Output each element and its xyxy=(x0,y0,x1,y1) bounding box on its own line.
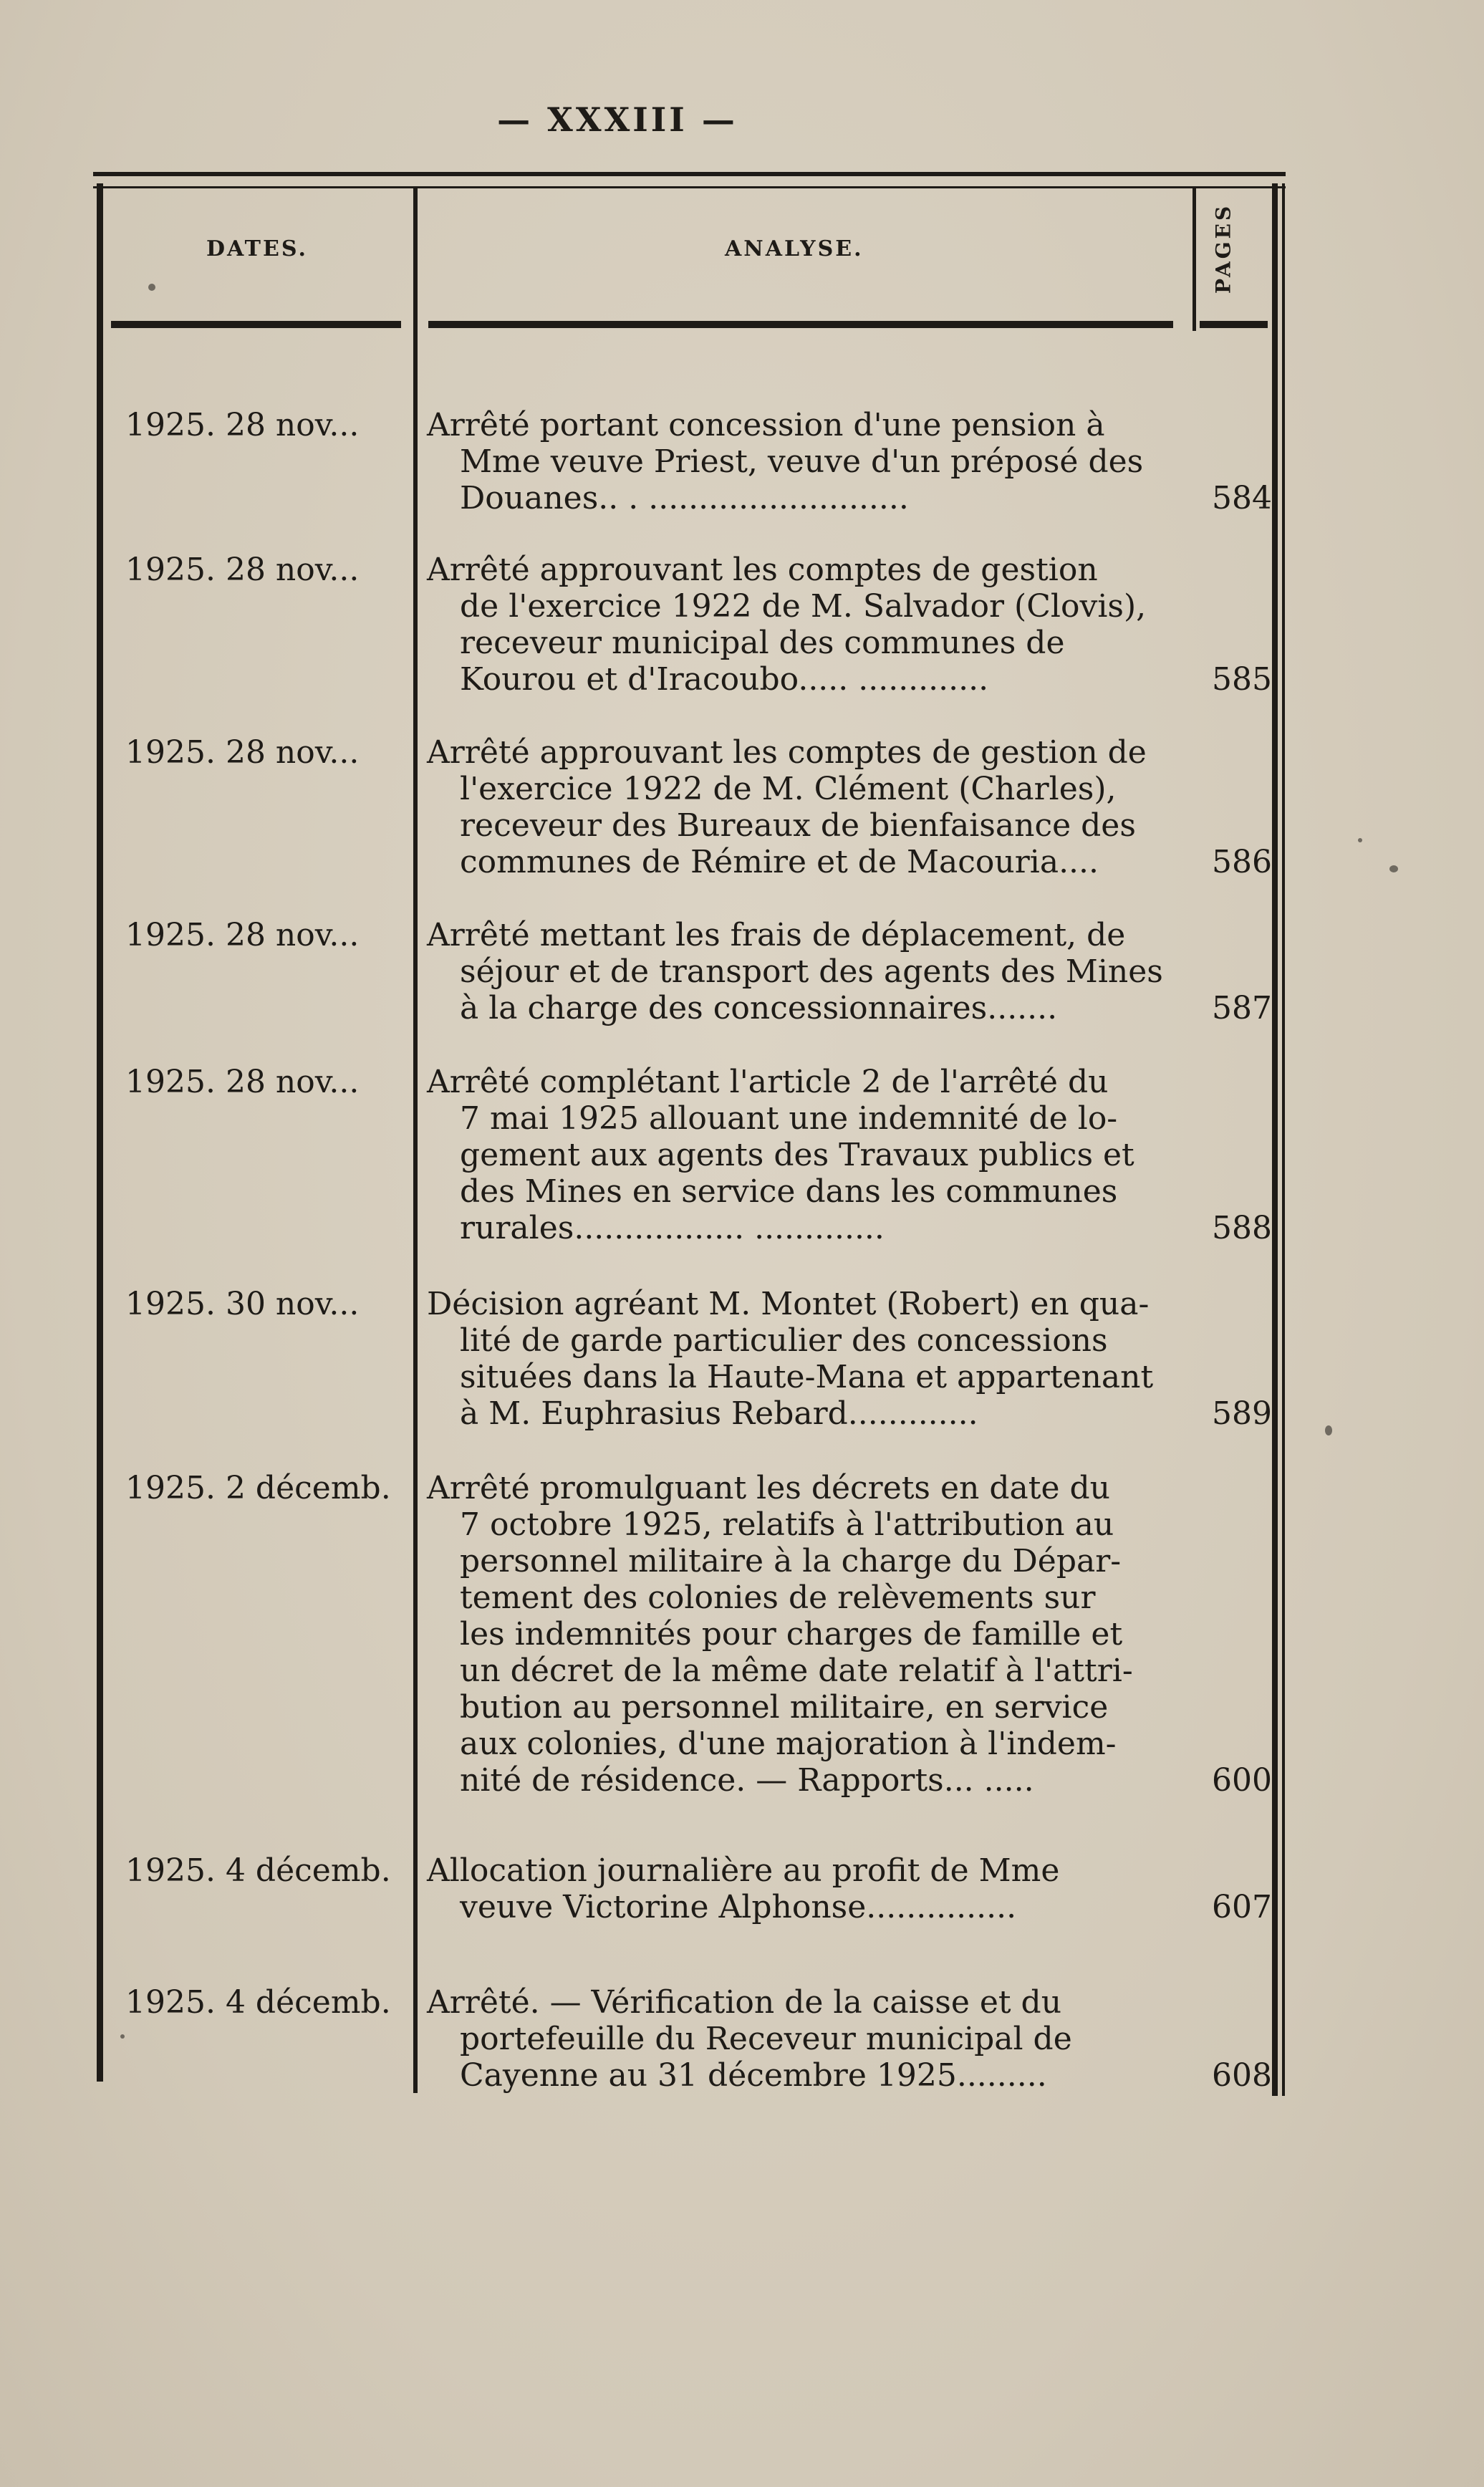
pages-header-rule xyxy=(1200,321,1268,328)
entry-analysis: Décision agréant M. Montet (Robert) en qua- lité de garde particulier des concessions situées dans la Haute-Mana et appartenant à M. Euphrasius Rebard............. xyxy=(427,1286,1154,1432)
entry-date: 1925. 4 décemb. xyxy=(125,1852,391,1889)
entry-page: 600 xyxy=(1212,1762,1272,1799)
entry-date: 1925. 4 décemb. xyxy=(125,1984,391,2021)
entry-page: 588 xyxy=(1212,1210,1272,1246)
paper-speck xyxy=(148,284,155,291)
entry-analysis: Arrêté promulguant les décrets en date du 7 octobre 1925, relatifs à l'attribution au personnel militaire à la charge du Dépar- tement des colonies de relèvements sur les indemnités pour charges de famille et un décret de la même date relatif à l'attri- bution au personnel militaire, en service aux colonies, d'une majoration à l'indem- nité de résidence. — Rapports... ..... xyxy=(427,1470,1133,1799)
entry-date: 1925. 30 nov... xyxy=(125,1286,360,1322)
dates-column-divider xyxy=(413,188,418,2093)
entry-page: 587 xyxy=(1212,990,1272,1026)
analysis-header: ANALYSE. xyxy=(725,236,864,261)
outer-right-border xyxy=(1282,183,1285,2096)
entry-date: 1925. 28 nov... xyxy=(125,407,360,443)
entry-analysis: Arrêté portant concession d'une pension à Mme veuve Priest, veuve d'un préposé des Douanes.. . .......................... xyxy=(427,407,1144,516)
pages-column-divider xyxy=(1192,188,1196,331)
analysis-header-rule xyxy=(428,321,1173,328)
entry-page: 607 xyxy=(1212,1889,1272,1925)
paper-speck xyxy=(1325,1425,1332,1435)
entry-analysis: Arrêté approuvant les comptes de gestion de l'exercice 1922 de M. Salvador (Clovis), receveur municipal des communes de Kourou et d'Iracoubo..... ............. xyxy=(427,552,1147,698)
pages-header: PAGES xyxy=(1211,203,1235,294)
entry-analysis: Arrêté. — Vérification de la caisse et du portefeuille du Receveur municipal de Cayenne au 31 décembre 1925......... xyxy=(427,1984,1072,2094)
dates-header: DATES. xyxy=(206,236,308,261)
page-number: — XXXIII — xyxy=(497,100,738,139)
paper-speck xyxy=(120,2034,125,2039)
dates-header-rule xyxy=(111,321,401,328)
paper-speck xyxy=(1389,865,1398,872)
right-border xyxy=(1272,183,1278,2096)
entry-date: 1925. 28 nov... xyxy=(125,552,360,588)
paper-speck xyxy=(1358,838,1362,842)
entry-page: 584 xyxy=(1212,480,1272,516)
entry-analysis: Allocation journalière au profit de Mme veuve Victorine Alphonse............... xyxy=(427,1852,1060,1925)
left-border xyxy=(97,183,103,2082)
entry-analysis: Arrêté mettant les frais de déplacement, de séjour et de transport des agents des Mines à la charge des concessionnaires....... xyxy=(427,917,1163,1026)
entry-date: 1925. 28 nov... xyxy=(125,1064,360,1100)
entry-analysis: Arrêté complétant l'article 2 de l'arrêté du 7 mai 1925 allouant une indemnité de lo- gement aux agents des Travaux publics et des Mines en service dans les communes rurales................. ............. xyxy=(427,1064,1134,1246)
entry-analysis: Arrêté approuvant les comptes de gestion de l'exercice 1922 de M. Clément (Charles), receveur des Bureaux de bienfaisance des communes de Rémire et de Macouria.... xyxy=(427,734,1147,880)
entry-page: 589 xyxy=(1212,1395,1272,1432)
entry-date: 1925. 28 nov... xyxy=(125,734,360,771)
entry-page: 608 xyxy=(1212,2057,1272,2094)
entry-date: 1925. 2 décemb. xyxy=(125,1470,391,1506)
entry-page: 585 xyxy=(1212,661,1272,698)
entry-page: 586 xyxy=(1212,844,1272,880)
table-top-rule xyxy=(93,172,1286,188)
entry-date: 1925. 28 nov... xyxy=(125,917,360,953)
